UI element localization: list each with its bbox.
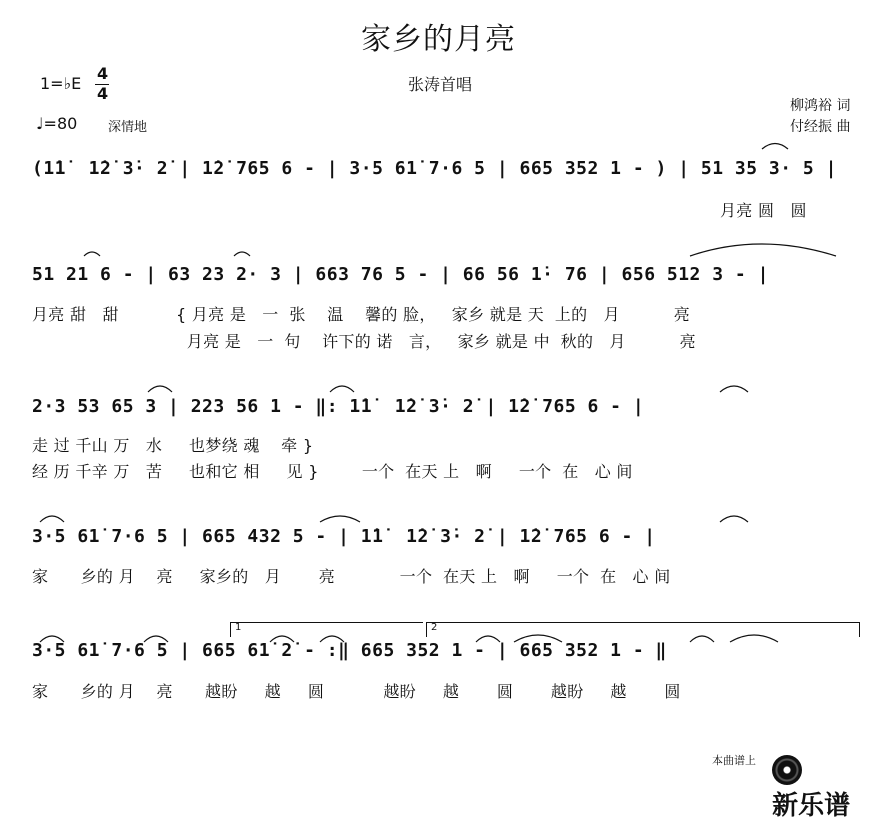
- time-signature-top: 4: [97, 64, 109, 83]
- score-line-2: 51 21 6 - | 63 23 2· 3 | 663 76 5 - | 66 56 1̇· 76 | 656 512 3 - |: [32, 264, 769, 285]
- lyrics-line-4: 家 乡的 月 亮 家乡的 月 亮 一个 在天 上 啊 一个 在 心 间: [32, 567, 671, 586]
- singer-credit: 张涛首唱: [408, 75, 473, 94]
- lyrics-line-5: 家 乡的 月 亮 越盼 越 圆 越盼 越 圆 越盼 越 圆: [32, 682, 681, 701]
- slur: [762, 144, 788, 150]
- song-title: 家乡的月亮: [361, 22, 516, 57]
- lyrics-line-3a: 走 过 千山 万 水 也梦绕 魂 牵 }: [32, 436, 314, 455]
- score-line-5: 3·5 61̇ 7·6 5 | 665 61̇ 2̇ - :‖ 665 352 1 - | 665 352 1 - ‖: [32, 640, 667, 661]
- composer-credit: 付经振 曲: [790, 119, 851, 135]
- volta-second-bracket: [426, 622, 860, 637]
- expression-marking: 深情地: [108, 120, 148, 135]
- score-line-3: 2·3 53 65 3 | 223 56 1 - ‖: 1̇1̇ 1̇2̇ 3̇· 2̇ | 1̇2̇ 765 6 - |: [32, 396, 645, 417]
- volta-second-label: 2: [431, 622, 438, 633]
- time-signature-bottom: 4: [97, 84, 109, 103]
- slur: [148, 386, 172, 392]
- slur: [720, 516, 748, 522]
- footer-source-text: 本曲谱上: [712, 754, 756, 767]
- volta-first-label: 1: [235, 622, 242, 633]
- record-disc-icon: [772, 755, 802, 785]
- volta-first-bracket: [230, 622, 423, 637]
- score-line-4: 3·5 61̇ 7·6 5 | 665 432 5 - | 1̇1̇ 1̇2̇ 3̇· 2̇ | 1̇2̇ 765 6 - |: [32, 526, 656, 547]
- slur: [320, 516, 360, 522]
- slur: [40, 516, 64, 522]
- slur: [84, 252, 100, 256]
- site-logo-text: 新乐谱: [772, 791, 851, 821]
- lyrics-line-2b: { 月亮 是 一 张 温 馨的 脸， 家乡 就是 天 上的 月 亮: [176, 305, 691, 324]
- lyrics-line-2c: 月亮 是 一 句 许下的 诺 言， 家乡 就是 中 秋的 月 亮: [176, 332, 696, 351]
- key-signature: 1=♭E: [40, 74, 82, 93]
- slur: [720, 386, 748, 392]
- lyrics-line-1: 月亮 圆 圆: [720, 201, 807, 220]
- slur: [330, 386, 354, 392]
- lyrics-line-3b: 经 历 千辛 万 苦 也和它 相 见 } 一个 在天 上 啊 一个 在 心 间: [32, 462, 633, 481]
- score-line-1: (1̇1̇ 1̇2̇ 3̇· 2̇ | 1̇2̇ 765 6 - | 3·5 61̇ 7·6 5 | 665 352 1 - ) | 51 35 3· 5 |: [32, 158, 837, 179]
- tempo-marking: ♩=80: [36, 114, 78, 133]
- slur: [234, 252, 250, 256]
- footer-logo: [762, 736, 850, 822]
- lyrics-line-2a: 月亮 甜 甜: [32, 305, 119, 324]
- slur: [690, 244, 836, 256]
- lyricist-credit: 柳鸿裕 词: [790, 98, 851, 114]
